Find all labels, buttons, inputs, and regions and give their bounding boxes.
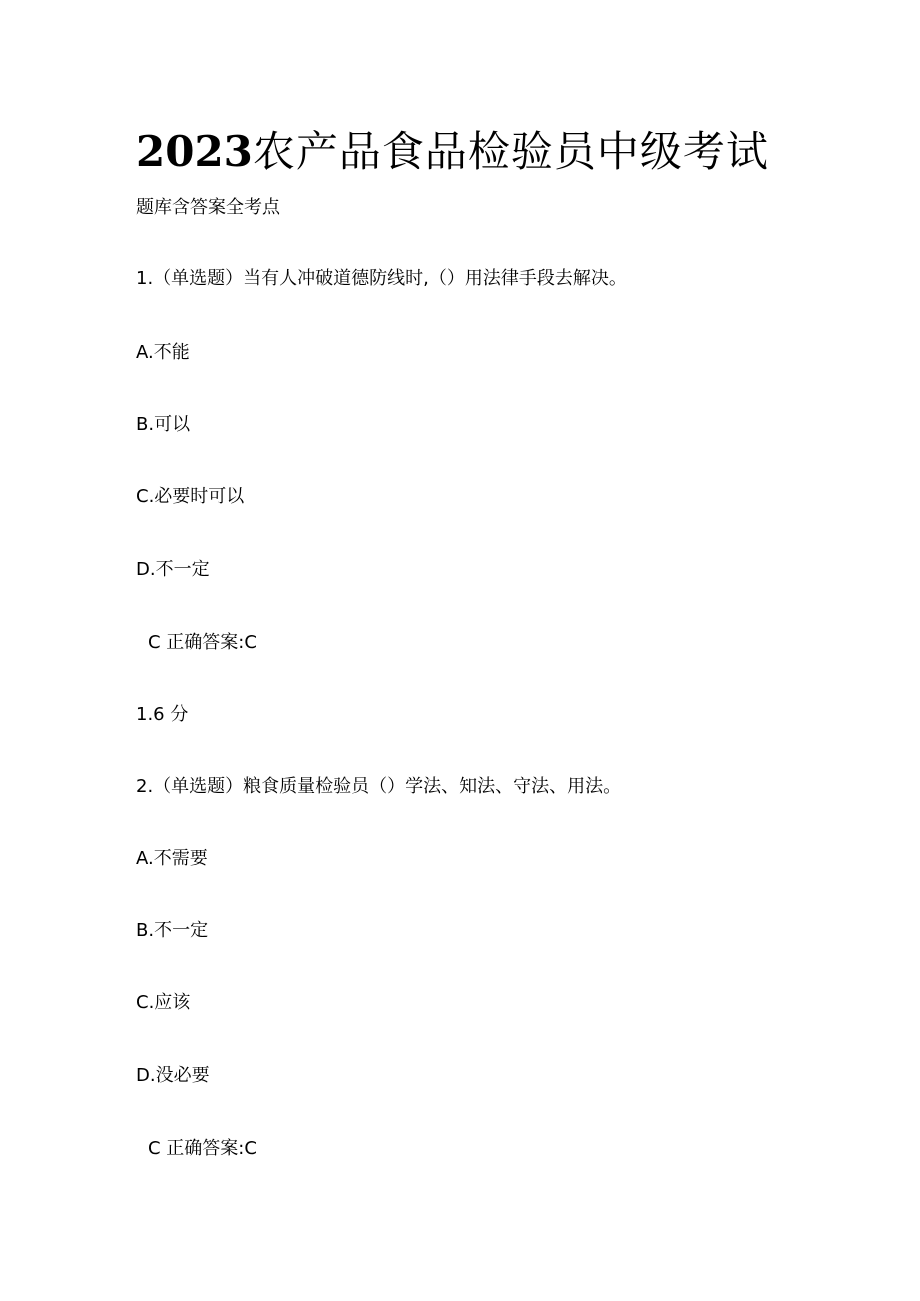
question-1-option-c: C.必要时可以	[136, 486, 245, 507]
question-1-option-a: A.不能	[136, 342, 190, 363]
question-1-stem: 1.（单选题）当有人冲破道德防线时,（）用法律手段去解决。	[136, 268, 627, 289]
question-2-option-a: A.不需要	[136, 848, 208, 869]
question-2-option-d: D.没必要	[136, 1065, 210, 1086]
document-subtitle: 题库含答案全考点	[136, 197, 280, 218]
question-1-score: 1.6 分	[136, 704, 189, 725]
document-title	[136, 124, 769, 180]
question-2-answer: C 正确答案:C	[148, 1138, 257, 1159]
title-text: 农产品食品检验员中级考试	[252, 127, 769, 176]
question-2-option-b: B.不一定	[136, 920, 209, 941]
question-1-option-b: B.可以	[136, 414, 191, 435]
title-year: 2023	[136, 127, 253, 176]
question-1-answer: C 正确答案:C	[148, 632, 257, 653]
question-1-option-d: D.不一定	[136, 559, 210, 580]
question-2-stem: 2.（单选题）粮食质量检验员（）学法、知法、守法、用法。	[136, 776, 622, 797]
question-2-option-c: C.应该	[136, 992, 191, 1013]
